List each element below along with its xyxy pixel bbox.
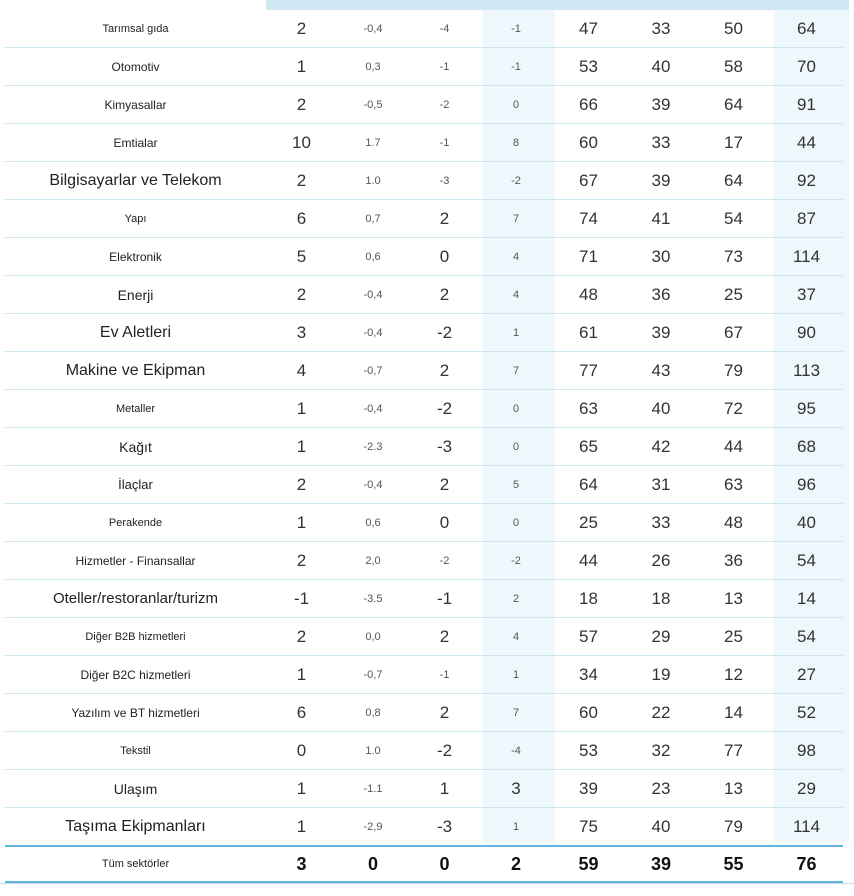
value-cell: 32	[625, 732, 697, 770]
table-row	[5, 808, 843, 847]
value-cell: 114	[770, 808, 843, 847]
value-cell: 2	[266, 10, 337, 48]
table-row	[5, 352, 843, 390]
value-cell: 41	[625, 200, 697, 238]
total-row	[5, 846, 843, 882]
value-cell: 0,6	[337, 504, 409, 542]
value-cell: 18	[625, 580, 697, 618]
value-cell: -0,4	[337, 390, 409, 428]
value-cell: 44	[552, 542, 625, 580]
value-cell: 0	[409, 238, 480, 276]
sector-label: Oteller/restoranlar/turizm	[5, 580, 266, 618]
value-cell: 33	[625, 10, 697, 48]
value-cell: 31	[625, 466, 697, 504]
value-cell: 36	[625, 276, 697, 314]
value-cell: 0	[480, 390, 552, 428]
bottom-divider	[0, 883, 854, 884]
value-cell: 12	[697, 656, 770, 694]
value-cell: 2	[266, 86, 337, 124]
value-cell: -2	[409, 732, 480, 770]
value-cell: -1	[409, 48, 480, 86]
value-cell: 1	[266, 808, 337, 847]
value-cell: -2	[409, 86, 480, 124]
value-cell: -2	[409, 314, 480, 352]
value-cell: 2	[480, 846, 552, 882]
table-row	[5, 504, 843, 542]
value-cell: -1	[409, 124, 480, 162]
table-row	[5, 124, 843, 162]
value-cell: -1	[480, 10, 552, 48]
value-cell: 0	[480, 428, 552, 466]
value-cell: 0,7	[337, 200, 409, 238]
value-cell: 40	[770, 504, 843, 542]
value-cell: -0,4	[337, 10, 409, 48]
value-cell: -2	[480, 542, 552, 580]
sector-label: Kimyasallar	[5, 86, 266, 124]
value-cell: 1.0	[337, 162, 409, 200]
value-cell: 1	[266, 770, 337, 808]
value-cell: 2	[266, 542, 337, 580]
value-cell: 79	[697, 808, 770, 847]
sector-label: İlaçlar	[5, 466, 266, 504]
value-cell: 4	[480, 276, 552, 314]
value-cell: -4	[480, 732, 552, 770]
value-cell: 39	[625, 846, 697, 882]
value-cell: 92	[770, 162, 843, 200]
sector-label: Yazılım ve BT hizmetleri	[5, 694, 266, 732]
value-cell: 53	[552, 732, 625, 770]
table-row	[5, 314, 843, 352]
sector-label: Tekstil	[5, 732, 266, 770]
value-cell: 63	[552, 390, 625, 428]
value-cell: 54	[770, 542, 843, 580]
sector-label: Diğer B2B hizmetleri	[5, 618, 266, 656]
value-cell: 26	[625, 542, 697, 580]
sector-label: Kağıt	[5, 428, 266, 466]
value-cell: 6	[266, 200, 337, 238]
value-cell: 77	[697, 732, 770, 770]
value-cell: 58	[697, 48, 770, 86]
table-row	[5, 238, 843, 276]
value-cell: 67	[697, 314, 770, 352]
value-cell: 2	[266, 162, 337, 200]
value-cell: 47	[552, 10, 625, 48]
value-cell: 59	[552, 846, 625, 882]
value-cell: 4	[266, 352, 337, 390]
value-cell: -0,4	[337, 314, 409, 352]
value-cell: 71	[552, 238, 625, 276]
value-cell: 2	[409, 276, 480, 314]
value-cell: 0	[266, 732, 337, 770]
value-cell: 3	[266, 846, 337, 882]
value-cell: 95	[770, 390, 843, 428]
value-cell: -1	[409, 580, 480, 618]
value-cell: -1	[409, 656, 480, 694]
value-cell: 7	[480, 694, 552, 732]
sector-label: Elektronik	[5, 238, 266, 276]
value-cell: 54	[770, 618, 843, 656]
value-cell: 64	[697, 86, 770, 124]
sector-table-body	[5, 10, 843, 882]
value-cell: 52	[770, 694, 843, 732]
value-cell: 57	[552, 618, 625, 656]
table-row	[5, 390, 843, 428]
value-cell: 5	[480, 466, 552, 504]
value-cell: 29	[625, 618, 697, 656]
value-cell: -2.3	[337, 428, 409, 466]
value-cell: -2	[480, 162, 552, 200]
value-cell: 1.0	[337, 732, 409, 770]
value-cell: 79	[697, 352, 770, 390]
sector-label: Bilgisayarlar ve Telekom	[5, 162, 266, 200]
sector-label: Enerji	[5, 276, 266, 314]
value-cell: -1.1	[337, 770, 409, 808]
sector-label: Hizmetler - Finansallar	[5, 542, 266, 580]
value-cell: 42	[625, 428, 697, 466]
value-cell: 1	[266, 504, 337, 542]
value-cell: 2	[266, 466, 337, 504]
value-cell: 1	[266, 390, 337, 428]
value-cell: 14	[697, 694, 770, 732]
value-cell: 29	[770, 770, 843, 808]
value-cell: 4	[480, 238, 552, 276]
value-cell: 44	[770, 124, 843, 162]
table-row	[5, 200, 843, 238]
value-cell: 0	[409, 504, 480, 542]
value-cell: 0,3	[337, 48, 409, 86]
value-cell: 64	[697, 162, 770, 200]
value-cell: 87	[770, 200, 843, 238]
value-cell: 73	[697, 238, 770, 276]
value-cell: 39	[625, 314, 697, 352]
value-cell: 2	[409, 200, 480, 238]
value-cell: 60	[552, 124, 625, 162]
sector-label: Tarımsal gıda	[5, 10, 266, 48]
table-row	[5, 770, 843, 808]
value-cell: 65	[552, 428, 625, 466]
value-cell: 6	[266, 694, 337, 732]
value-cell: 40	[625, 390, 697, 428]
value-cell: 91	[770, 86, 843, 124]
value-cell: 23	[625, 770, 697, 808]
value-cell: 7	[480, 200, 552, 238]
value-cell: 1	[266, 428, 337, 466]
value-cell: 48	[697, 504, 770, 542]
table-row	[5, 48, 843, 86]
value-cell: -2	[409, 390, 480, 428]
value-cell: 60	[552, 694, 625, 732]
value-cell: 34	[552, 656, 625, 694]
value-cell: 25	[697, 276, 770, 314]
value-cell: 3	[480, 770, 552, 808]
table-row	[5, 10, 843, 48]
value-cell: 98	[770, 732, 843, 770]
sector-label: Metaller	[5, 390, 266, 428]
value-cell: 2	[409, 352, 480, 390]
value-cell: 19	[625, 656, 697, 694]
value-cell: 70	[770, 48, 843, 86]
value-cell: -4	[409, 10, 480, 48]
table-row	[5, 86, 843, 124]
value-cell: 8	[480, 124, 552, 162]
value-cell: 1	[480, 656, 552, 694]
value-cell: 64	[770, 10, 843, 48]
value-cell: -2	[409, 542, 480, 580]
value-cell: -3	[409, 428, 480, 466]
value-cell: 30	[625, 238, 697, 276]
value-cell: 27	[770, 656, 843, 694]
value-cell: 77	[552, 352, 625, 390]
value-cell: 2	[266, 618, 337, 656]
value-cell: 0,8	[337, 694, 409, 732]
sector-label: Makine ve Ekipman	[5, 352, 266, 390]
value-cell: 1	[266, 656, 337, 694]
value-cell: 13	[697, 580, 770, 618]
sector-table	[5, 10, 843, 883]
value-cell: 1	[409, 770, 480, 808]
value-cell: 0	[409, 846, 480, 882]
value-cell: 17	[697, 124, 770, 162]
value-cell: 2	[409, 618, 480, 656]
value-cell: 25	[697, 618, 770, 656]
value-cell: 0,0	[337, 618, 409, 656]
value-cell: 75	[552, 808, 625, 847]
value-cell: 1	[480, 314, 552, 352]
value-cell: 113	[770, 352, 843, 390]
value-cell: 96	[770, 466, 843, 504]
table-row	[5, 618, 843, 656]
value-cell: 74	[552, 200, 625, 238]
sector-label: Emtialar	[5, 124, 266, 162]
value-cell: -0,4	[337, 276, 409, 314]
value-cell: 1	[266, 48, 337, 86]
value-cell: 76	[770, 846, 843, 882]
value-cell: 0,6	[337, 238, 409, 276]
table-row	[5, 162, 843, 200]
table-row	[5, 656, 843, 694]
sector-label: Yapı	[5, 200, 266, 238]
value-cell: -3	[409, 808, 480, 847]
value-cell: 4	[480, 618, 552, 656]
value-cell: 22	[625, 694, 697, 732]
table-row	[5, 276, 843, 314]
value-cell: 39	[625, 162, 697, 200]
value-cell: 61	[552, 314, 625, 352]
value-cell: 54	[697, 200, 770, 238]
value-cell: 114	[770, 238, 843, 276]
sector-label: Taşıma Ekipmanları	[5, 808, 266, 847]
value-cell: 18	[552, 580, 625, 618]
value-cell: 40	[625, 808, 697, 847]
value-cell: 40	[625, 48, 697, 86]
value-cell: 3	[266, 314, 337, 352]
value-cell: -3	[409, 162, 480, 200]
value-cell: 0	[480, 504, 552, 542]
total-label: Tüm sektörler	[5, 846, 266, 882]
value-cell: -1	[480, 48, 552, 86]
value-cell: 33	[625, 124, 697, 162]
sector-label: Ev Aletleri	[5, 314, 266, 352]
value-cell: -0,7	[337, 656, 409, 694]
value-cell: 2	[480, 580, 552, 618]
value-cell: -2,9	[337, 808, 409, 847]
value-cell: 33	[625, 504, 697, 542]
value-cell: -3.5	[337, 580, 409, 618]
value-cell: -0,7	[337, 352, 409, 390]
value-cell: 44	[697, 428, 770, 466]
value-cell: 2	[409, 694, 480, 732]
table-row	[5, 428, 843, 466]
value-cell: 2,0	[337, 542, 409, 580]
sector-label: Diğer B2C hizmetleri	[5, 656, 266, 694]
value-cell: 43	[625, 352, 697, 390]
sector-label: Ulaşım	[5, 770, 266, 808]
value-cell: 7	[480, 352, 552, 390]
table-row	[5, 466, 843, 504]
header-band	[266, 0, 849, 10]
value-cell: 0	[337, 846, 409, 882]
value-cell: 36	[697, 542, 770, 580]
value-cell: 50	[697, 10, 770, 48]
value-cell: 64	[552, 466, 625, 504]
value-cell: 0	[480, 86, 552, 124]
table-row	[5, 542, 843, 580]
value-cell: 39	[552, 770, 625, 808]
value-cell: 2	[266, 276, 337, 314]
table-row	[5, 732, 843, 770]
value-cell: 67	[552, 162, 625, 200]
value-cell: 72	[697, 390, 770, 428]
sector-label: Otomotiv	[5, 48, 266, 86]
value-cell: 1.7	[337, 124, 409, 162]
value-cell: 13	[697, 770, 770, 808]
value-cell: -0,4	[337, 466, 409, 504]
value-cell: 1	[480, 808, 552, 847]
value-cell: 48	[552, 276, 625, 314]
value-cell: -1	[266, 580, 337, 618]
value-cell: 53	[552, 48, 625, 86]
value-cell: 10	[266, 124, 337, 162]
value-cell: 2	[409, 466, 480, 504]
value-cell: 68	[770, 428, 843, 466]
value-cell: 14	[770, 580, 843, 618]
value-cell: 39	[625, 86, 697, 124]
value-cell: 55	[697, 846, 770, 882]
value-cell: -0,5	[337, 86, 409, 124]
value-cell: 66	[552, 86, 625, 124]
value-cell: 5	[266, 238, 337, 276]
value-cell: 37	[770, 276, 843, 314]
value-cell: 90	[770, 314, 843, 352]
table-row	[5, 694, 843, 732]
sector-label: Perakende	[5, 504, 266, 542]
value-cell: 25	[552, 504, 625, 542]
table-row	[5, 580, 843, 618]
value-cell: 63	[697, 466, 770, 504]
